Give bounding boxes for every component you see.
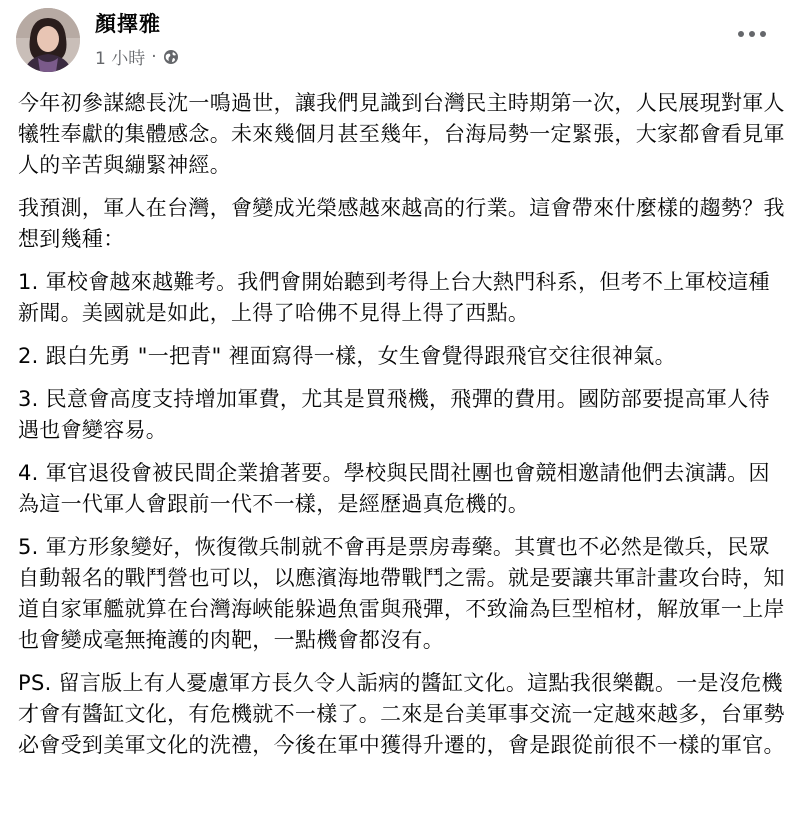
avatar[interactable] [16,8,80,72]
post-paragraph: 5. 軍方形象變好，恢復徵兵制就不會再是票房毒藥。其實也不必然是徵兵，民眾自動報名的戰鬥營也可以，以應濱海地帶戰鬥之需。就是要讓共軍計畫攻台時，知道自家軍艦就算在台灣海峽能躲過魚雷與飛彈，不致淪為巨型棺材，解放軍一上岸也會變成毫無掩護的肉靶，一點機會都沒有。 [18,535,785,652]
post-paragraph: 2. 跟白先勇 "一把青" 裡面寫得一樣，女生會覺得跟飛官交往很神氣。 [18,344,676,368]
globe-icon [163,49,179,65]
more-options-icon[interactable] [734,22,770,46]
post-paragraph: 我預測，軍人在台灣，會變成光榮感越來越高的行業。這會帶來什麼樣的趨勢？我想到幾種： [18,196,785,251]
author-name[interactable]: 顏擇雅 [95,12,161,36]
post-paragraph: 今年初參謀總長沈一鳴過世，讓我們見識到台灣民主時期第一次，人民展現對軍人犧牲奉獻的集體感念。未來幾個月甚至幾年，台海局勢一定緊張，大家都會看見軍人的辛苦與繃緊神經。 [18,91,785,177]
post-paragraph: PS. 留言版上有人憂慮軍方長久令人詬病的醬缸文化。這點我很樂觀。一是沒危機才會有醬缸文化，有危機就不一樣了。二來是台美軍事交流一定越來越多，台軍勢必會受到美軍文化的洗禮，今後在軍中獲得升遷的，會是跟從前很不一樣的軍官。 [18,671,785,757]
post-paragraph: 4. 軍官退役會被民間企業搶著要。學校與民間社團也會競相邀請他們去演講。因為這一代軍人會跟前一代不一樣，是經歷過真危機的。 [18,461,770,516]
meta-separator: · [151,46,157,67]
post-header [0,0,800,80]
post-body [18,88,788,773]
post-paragraph: 3. 民意會高度支持增加軍費，尤其是買飛機，飛彈的費用。國防部要提高軍人待遇也會變容易。 [18,387,770,442]
avatar-photo [16,8,80,72]
post-paragraph: 1. 軍校會越來越難考。我們會開始聽到考得上台大熱門科系，但考不上軍校這種新聞。美國就是如此，上得了哈佛不見得上得了西點。 [18,270,770,325]
post-timestamp[interactable]: 1 小時 [95,49,146,69]
post-meta [95,44,179,69]
